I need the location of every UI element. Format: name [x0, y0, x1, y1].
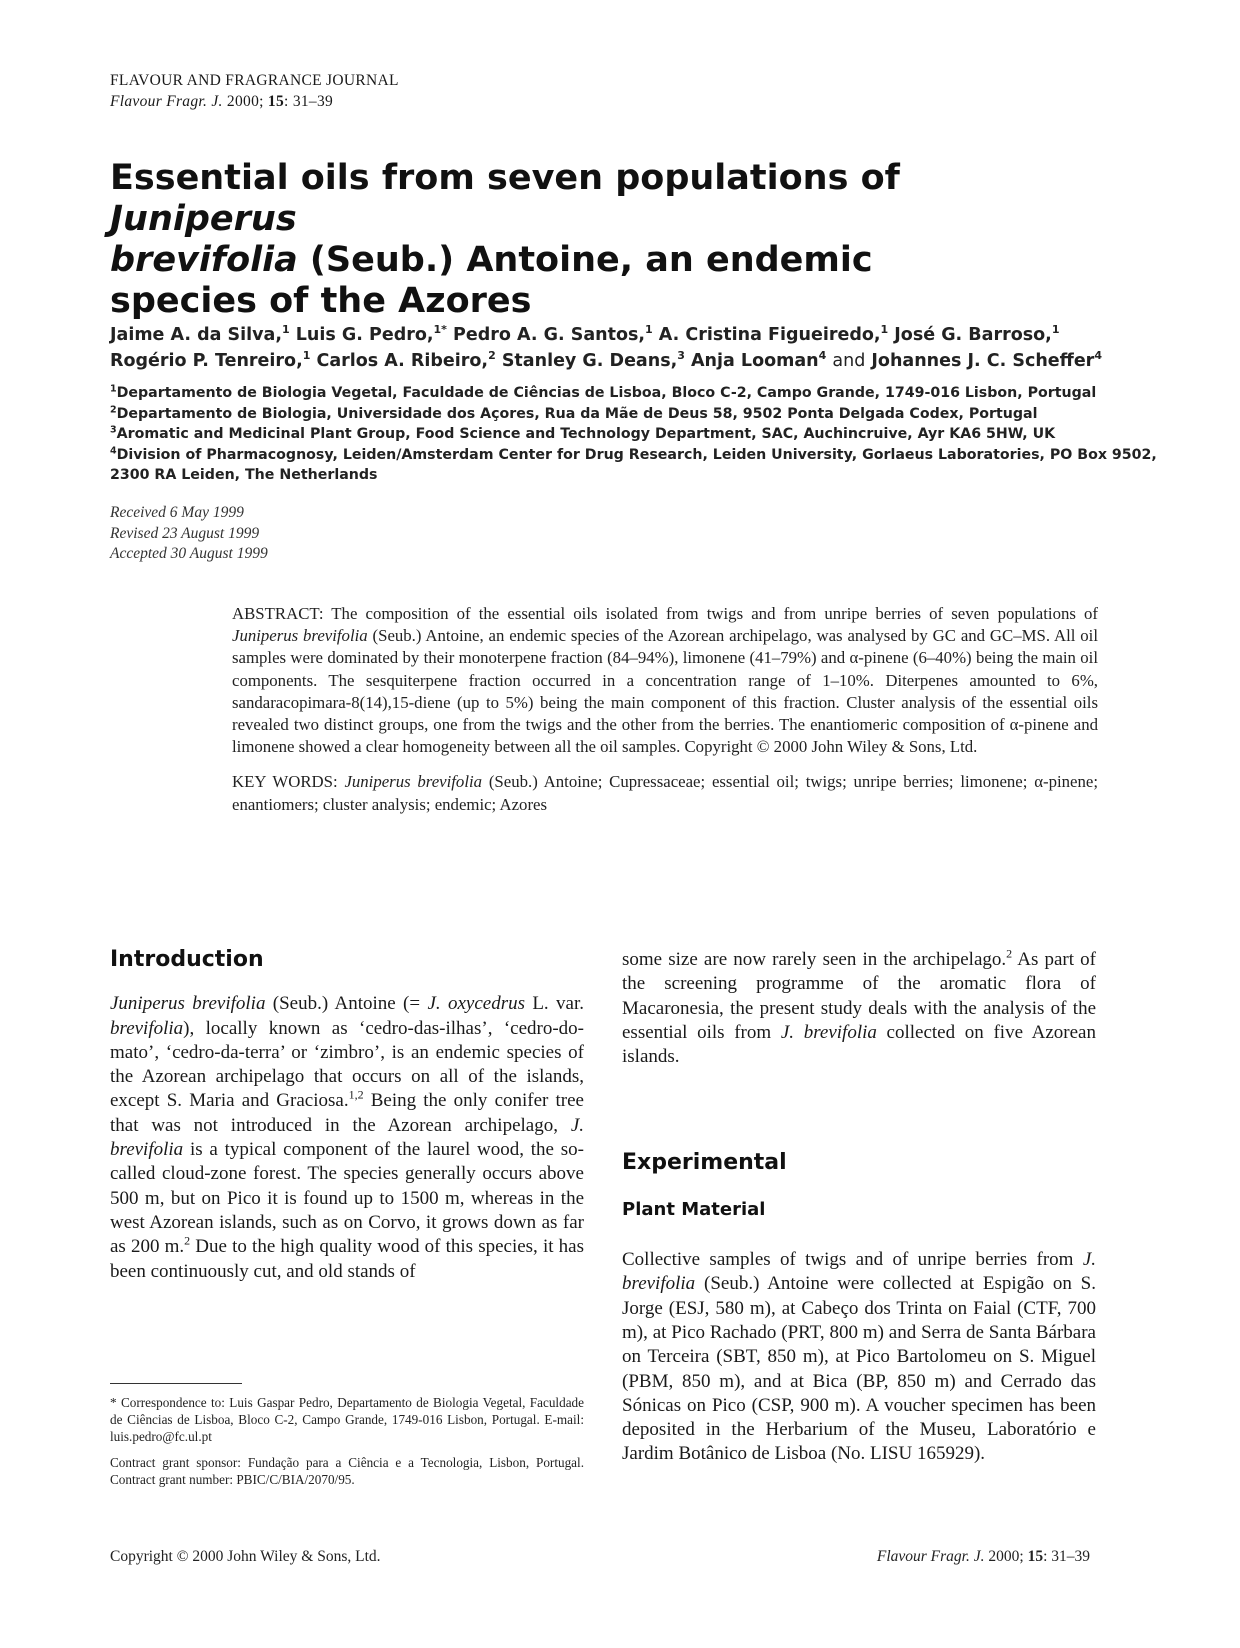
author: Stanley G. Deans,$^3$ [501, 349, 685, 371]
title-text-2: (Seub.) Antoine, an endemic [297, 240, 873, 280]
author: Rogério P. Tenreiro,$^1$ [110, 349, 311, 371]
author: Carlos A. Ribeiro,$^2$ [316, 349, 496, 371]
author: Johannes J. C. Scheffer$^4$ [871, 349, 1102, 371]
author: Jaime A. da Silva,$^1$ [110, 323, 290, 345]
title-italic-2: brevifolia [110, 240, 298, 280]
citation-journal: Flavour Fragr. J. [110, 93, 223, 110]
authors-conjunction: and [832, 351, 866, 371]
abstract-text: ABSTRACT: The composition of the essential oils isolated from twigs and from unripe berries of seven populations of Juniperus brevifolia (Seub.) Antoine, an endemic species of the Azorean archipelago, was analysed by GC and GC–MS. All oil samples were dominated by their monoterpene fraction (84–94%), limonene (41–79%) and α-pinene (6–40%) being the main oil components. The sesquiterpene fraction occurred in a concentration range of 1–10%. Diterpenes amounted to 6%, sandaracopimara-8(14),15-diene (up to 5%) being the main component of this fraction. Cluster analysis of the essential oils revealed two distinct groups, one from the twigs and the other from the berries. The enantiomeric composition of α-pinene and limonene showed a clear homogeneity between all the oil samples. Copyright © 2000 John Wiley & Sons, Ltd. [232, 604, 1098, 757]
citation-year: 2000; [226, 93, 264, 110]
intro-paragraph: Juniperus brevifolia (Seub.) Antoine (= J. oxycedrus L. var. brevifolia), locally known as ‘cedro-das-ilhas’, ‘cedro-do-mato’, ‘cedro-da-terra’ or ‘zimbro’, is an endemic species of the Azorean archipelago that occurs on all of the islands, except S. Maria and Graciosa.$^{1,2}$ Being the only conifer tree that was not introduced in the Azorean archipelago, J. brevifolia is a typical component of the laurel wood, the so-called cloud-zone forest. The species generally occurs above 500 m, but on Pico it is found up to 1500 m, whereas in the west Azorean islands, such as on Corvo, it grows down as far as 200 m.$^2$ Due to the high quality wood of this species, it has been continuously cut, and old stands of [110, 993, 584, 1282]
author: Luis G. Pedro,$^{1*}$ [295, 323, 447, 345]
title-italic-1: Juniperus [110, 199, 297, 239]
title-text-1: Essential oils from seven populations of [110, 158, 900, 198]
footnote-divider [110, 1383, 242, 1384]
affiliation: $^3$Aromatic and Medicinal Plant Group, Food Science and Technology Department, SAC, Auchincruive, Ayr KA6 5HW, UK [110, 424, 1056, 442]
grant-note: Contract grant sponsor: Fundação para a Ciência e a Tecnologia, Lisbon, Portugal. Contract grant number: PBIC/C/BIA/2070/95. [110, 1455, 584, 1487]
journal-name: FLAVOUR AND FRAGRANCE JOURNAL [110, 72, 399, 89]
section-heading-experimental: Experimental [622, 1150, 787, 1176]
accepted-date: Accepted 30 August 1999 [110, 545, 268, 562]
citation-pages: : 31–39 [284, 93, 334, 110]
affiliation: $^4$Division of Pharmacognosy, Leiden/Amsterdam Center for Drug Research, Leiden University, Gorlaeus Laboratories, PO Box 9502, [110, 444, 1157, 463]
author: José G. Barroso,$^1$ [894, 323, 1060, 345]
footer-copyright: Copyright © 2000 John Wiley & Sons, Ltd. [110, 1548, 381, 1565]
footer-citation: Flavour Fragr. J. 2000; 15: 31–39 [876, 1548, 1090, 1565]
article-title [110, 158, 1010, 322]
journal-header [110, 70, 399, 112]
journal-citation [110, 91, 399, 112]
column-right [622, 948, 1096, 1467]
title-text-3: species of the Azores [110, 281, 532, 321]
experimental-paragraph: Collective samples of twigs and of unripe berries from J. brevifolia (Seub.) Antoine were collected at Espigão on S. Jorge (ESJ, 580 m), at Cabeço dos Trinta on Faial (CTF, 700 m), at Pico Rachado (PRT, 800 m) and Serra de Santa Bárbara on Terceira (SBT, 850 m), at Pico Bartolomeu on S. Miguel (PBM, 850 m), and at Bica (BP, 850 m) and Cerrado das Sónicas on Pico (CSP, 900 m). A voucher specimen has been deposited in the Herbarium of the Museu, Laboratório e Jardim Botânico de Lisboa (No. LISU 165929). [622, 1249, 1096, 1465]
citation-volume: 15 [267, 93, 285, 110]
received-date: Received 6 May 1999 [110, 504, 244, 521]
affiliation: $^1$Departamento de Biologia Vegetal, Faculdade de Ciências de Lisboa, Bloco C-2, Campo Grande, 1749-016 Lisbon, Portugal [110, 383, 1097, 401]
abstract [232, 603, 1098, 816]
footnotes [110, 1383, 584, 1497]
author: A. Cristina Figueiredo,$^1$ [658, 323, 889, 345]
affiliation: $^2$Departamento de Biologia, Universidade dos Açores, Rua da Mãe de Deus 58, 9502 Ponta Delgada Codex, Portugal [110, 403, 1038, 422]
correspondence-note: * Correspondence to: Luis Gaspar Pedro, Departamento de Biologia Vegetal, Faculdade de Ciências de Lisboa, Bloco C-2, Campo Grande, 1749-016 Lisbon, Portugal. E-mail: luis.pedro@fc.ul.pt [110, 1395, 584, 1444]
article-history [110, 503, 268, 565]
column-left [110, 948, 584, 1284]
section-heading-introduction: Introduction [110, 947, 264, 972]
author: Pedro A. G. Santos,$^1$ [453, 323, 653, 345]
author: Anja Looman$^4$ [691, 349, 827, 371]
revised-date: Revised 23 August 1999 [110, 524, 260, 542]
affiliations [110, 383, 1157, 486]
subsection-heading-plant-material: Plant Material [622, 1198, 766, 1220]
intro-continued: some size are now rarely seen in the archipelago.$^2$ As part of the screening programme of the aromatic flora of Macaronesia, the present study deals with the analysis of the essential oils from J. brevifolia collected on five Azorean islands. [622, 946, 1096, 1068]
keywords: KEY WORDS: Juniperus brevifolia (Seub.) Antoine; Cupressaceae; essential oil; twigs; unripe berries; limonene; α-pinene; enantiomers; cluster analysis; endemic; Azores [232, 772, 1098, 814]
author-list [110, 322, 1120, 374]
affiliation: 2300 RA Leiden, The Netherlands [110, 467, 378, 483]
